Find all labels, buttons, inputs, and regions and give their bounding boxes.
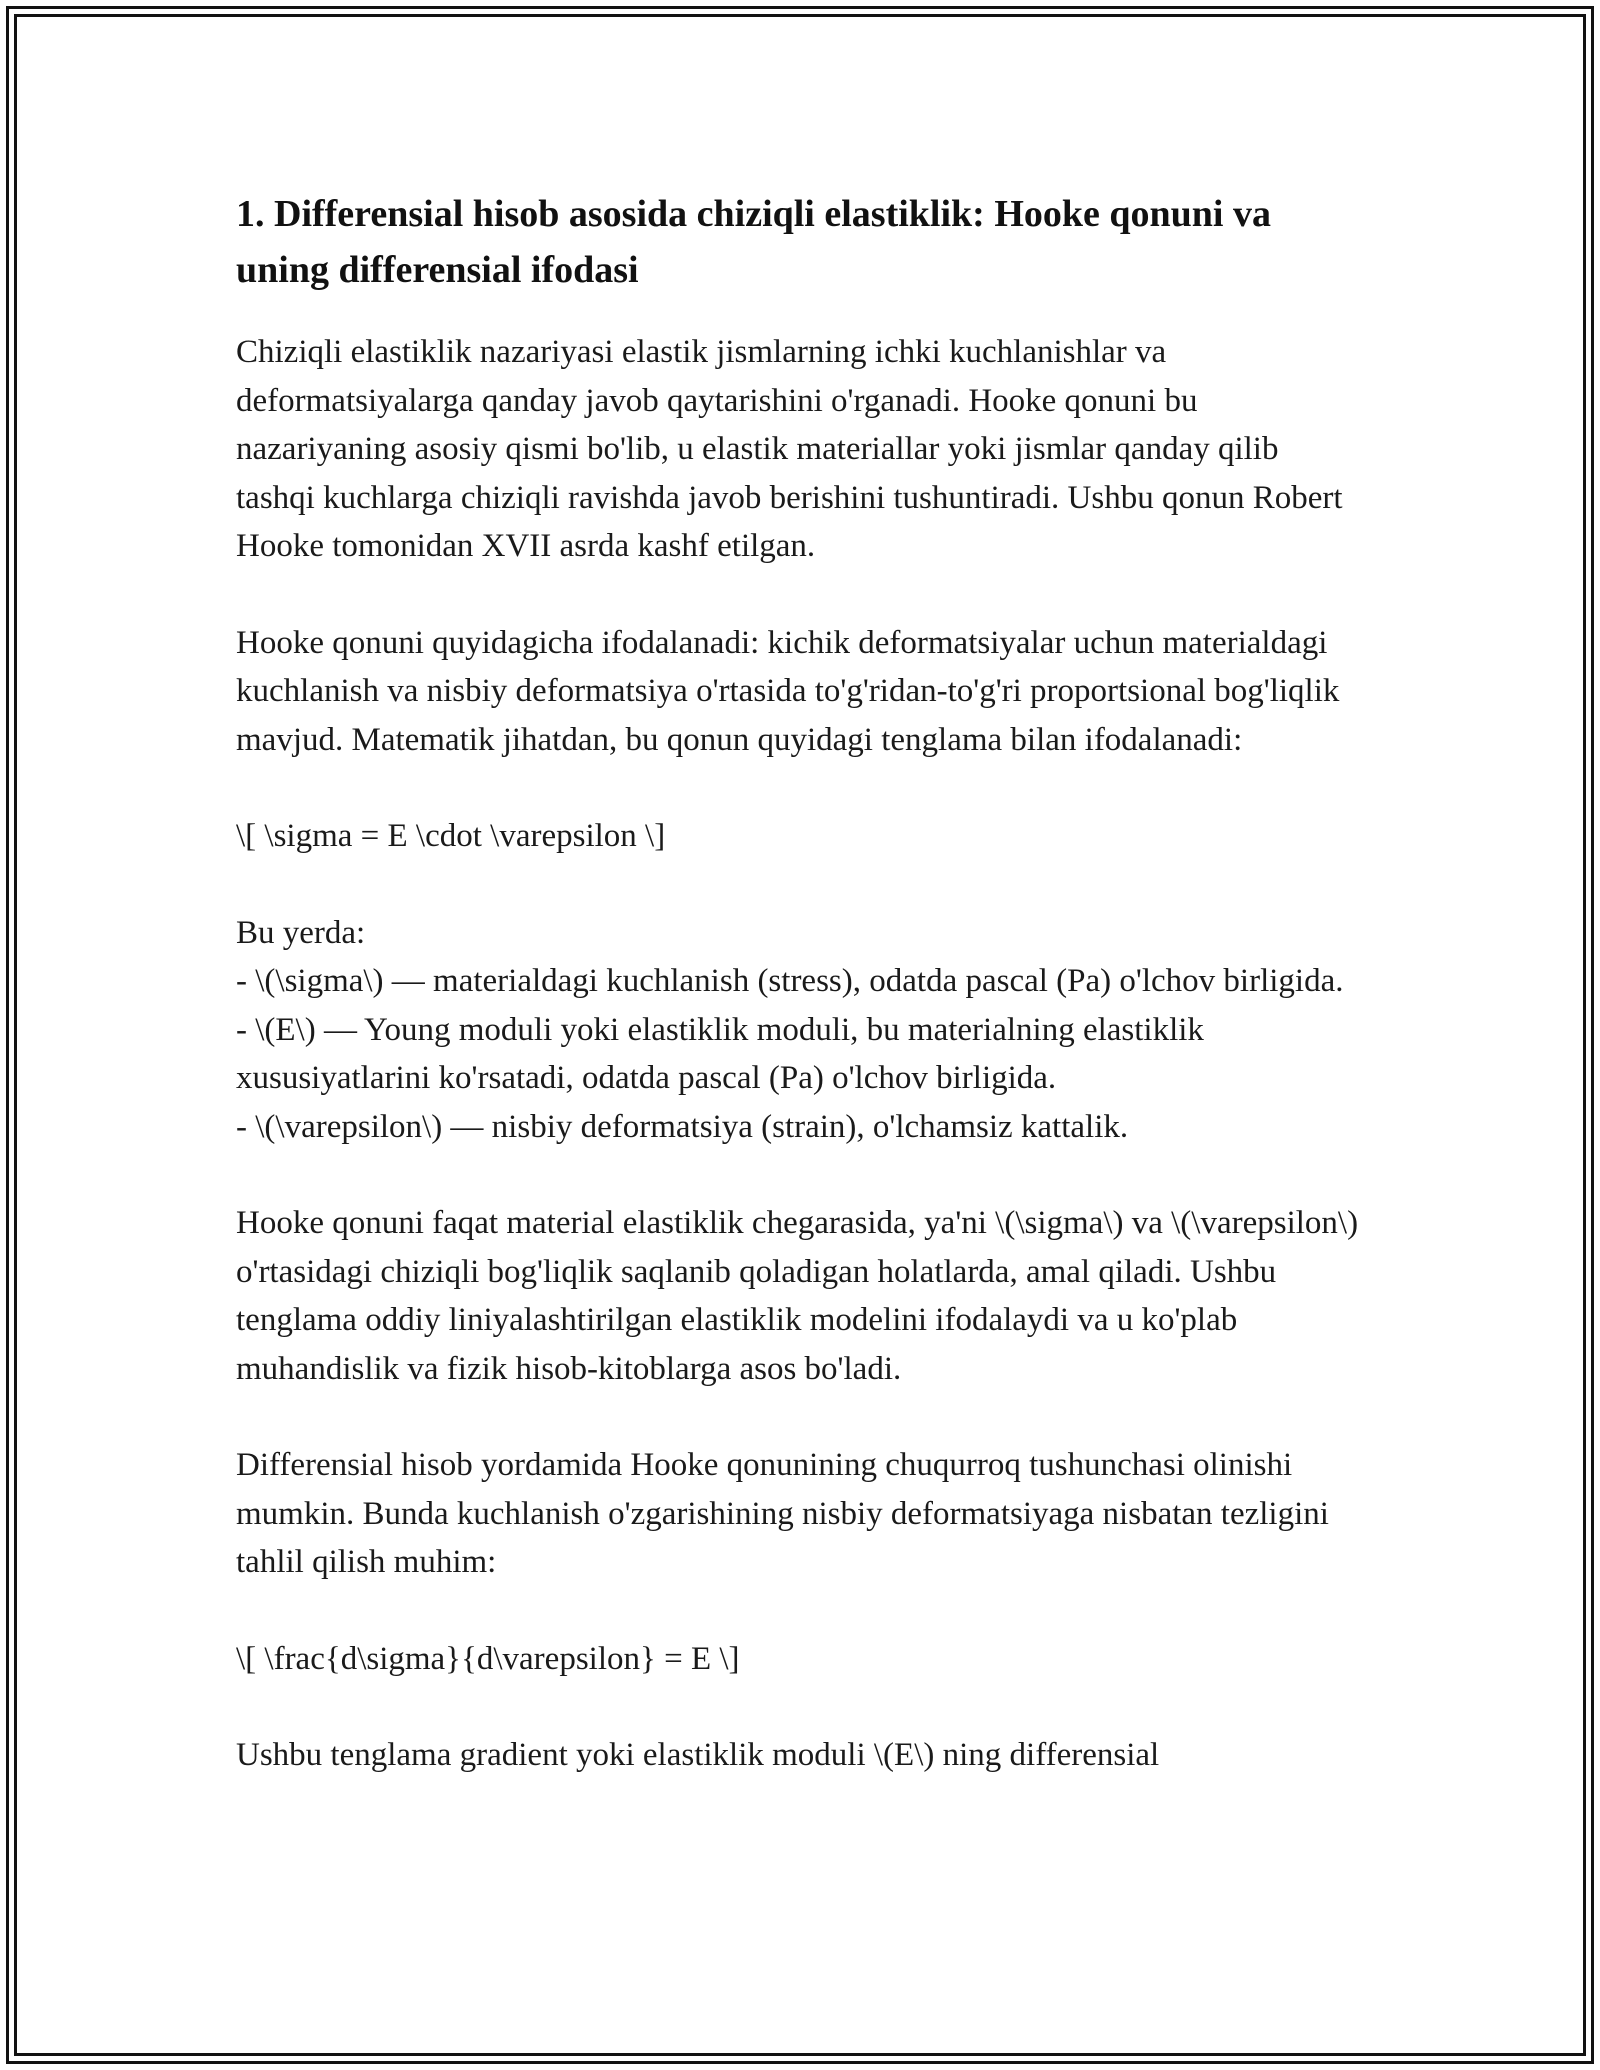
- definitions-list: [236, 909, 1364, 1152]
- paragraph-closing: Ushbu tenglama gradient yoki elastiklik moduli \(E\) ning differensial: [236, 1737, 1160, 1773]
- paragraph-differential: Differensial hisob yordamida Hooke qonunining chuqurroq tushunchasi olinishi mumkin. Bunda kuchlanish o'zgarishining nisbiy deformatsiyaga nisbatan tezligini tahlil qilish muhim:: [236, 1447, 1329, 1580]
- paragraph-limits: Hooke qonuni faqat material elastiklik chegarasida, ya'ni \(\sigma\) va \(\varepsilon\) o'rtasidagi chiziqli bog'liqlik saqlanib qoladigan holatlarda, amal qiladi. Ushbu tenglama oddiy liniyalashtirilgan elastiklik modelini ifodalaydi va u ko'plab muhandislik va fizik hisob-kitoblarga asos bo'ladi.: [236, 1205, 1359, 1387]
- formula-hooke: \[ \sigma = E \cdot \varepsilon \]: [236, 818, 666, 854]
- paragraph-intro: Chiziqli elastiklik nazariyasi elastik jismlarning ichki kuchlanishlar va deformatsiyalarga qanday javob qaytarishini o'rganadi. Hooke qonuni bu nazariyaning asosiy qismi bo'lib, u elastik materiallar yoki jismlar qanday qilib tashqi kuchlarga chiziqli ravishda javob berishini tushuntiradi. Ushbu qonun Robert Hooke tomonidan XVII asrda kashf etilgan.: [236, 334, 1343, 564]
- definitions-title: Bu yerda:: [236, 914, 366, 951]
- document-body: [236, 186, 1364, 1828]
- definition-e: - \(E\) — Young moduli yoki elastiklik moduli, bu materialning elastiklik xususiyatlarini ko'rsatadi, odatda pascal (Pa) o'lchov birligida.: [236, 1011, 1204, 1096]
- section-heading: 1. Differensial hisob asosida chiziqli elastiklik: Hooke qonuni va uning differensial ifodasi: [236, 193, 1271, 291]
- paragraph-law: Hooke qonuni quyidagicha ifodalanadi: kichik deformatsiyalar uchun materialdagi kuchlanish va nisbiy deformatsiya o'rtasida to'g'ridan-to'g'ri proportsional bog'liqlik mavjud. Matematik jihatdan, bu qonun quyidagi tenglama bilan ifodalanadi:: [236, 624, 1340, 758]
- formula-derivative: \[ \frac{d\sigma}{d\varepsilon} = E \]: [236, 1640, 740, 1677]
- definition-sigma: - \(\sigma\) — materialdagi kuchlanish (stress), odatda pascal (Pa) o'lchov birligida.: [236, 963, 1344, 999]
- definition-epsilon: - \(\varepsilon\) — nisbiy deformatsiya (strain), o'lchamsiz kattalik.: [236, 1108, 1129, 1145]
